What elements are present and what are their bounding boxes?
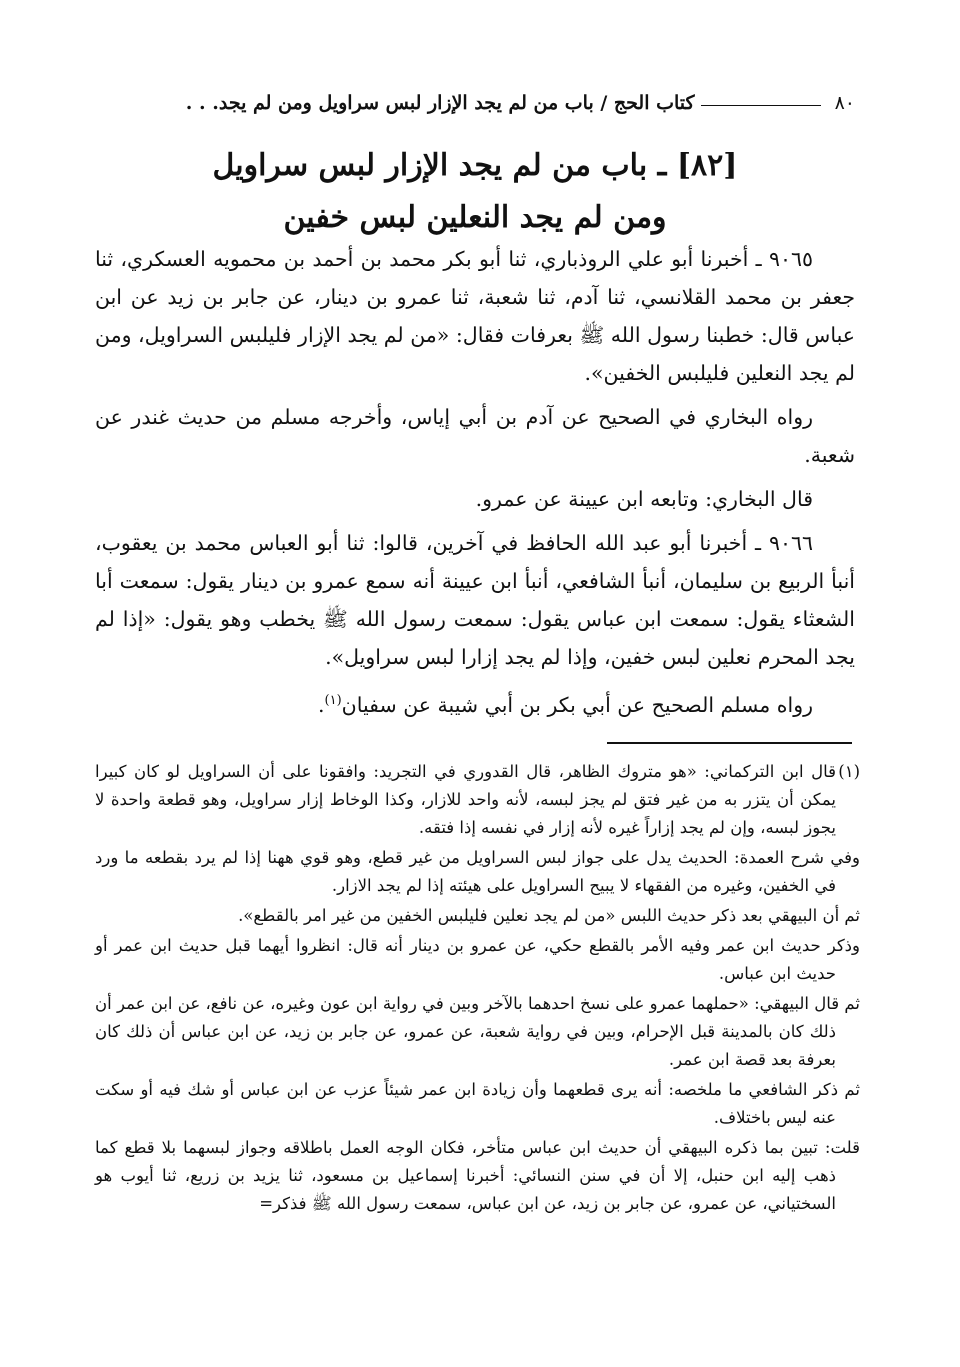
footnote-paragraph: وفي شرح العمدة: الحديث يدل على جواز لبس السراويل من غير قطع، وهو قوي ههنا إذا لم يرد بقطعه ما ورد في الخفين، وغيره من الفقهاء لا يبيح السراويل على هيئته إذا لم يجد الازار. xyxy=(95,848,860,895)
chapter-title xyxy=(95,140,855,244)
footnote-1-text: قال ابن التركماني: «هو متروك الظاهر، قال القدوري في التجريد: وافقونا على أن السراويل لو كان كبيرا يمكن أن يتزر به من غير فتق لم يجز لبسه، لأنه واحد للازار، وكذا الوخاط إزار سراويل، وهو قطعة واحدة لا يجوز لبسه، وإن لم يجد إزاراً غيره لأنه إزار في نفسه إذا فتقه. xyxy=(95,762,836,837)
footnote-paragraph: ثم ذكر الشافعي ما ملخصه: أنه يرى قطعهما وأن زيادة ابن عمر شيئاً عزب عن ابن عباس أو شك فيه أو سكت عنه ليس باختلاف. xyxy=(95,1080,860,1127)
footnote-mark: (١) xyxy=(838,762,860,781)
footnote-1 xyxy=(95,758,860,842)
footnote-reference[interactable]: (١) xyxy=(324,693,342,708)
narration-note-2: قال البخاري: وتابعه ابن عيينة عن عمرو. xyxy=(475,487,813,511)
running-head: كتاب الحج / باب من لم يجد الإزار لبس سراويل ومن لم يجد. . . xyxy=(185,92,695,114)
page-number: ٨٠ xyxy=(834,92,855,114)
hadith-9065: ٩٠٦٥ ـ أخبرنا أبو علي الروذباري، ثنا أبو بكر محمد بن أحمد بن محمويه العسكري، ثنا جعفر بن محمد القلانسي، ثنا آدم، ثنا شعبة، ثنا عمرو بن دينار، عن جابر بن زيد عن ابن عباس قال: خطبنا رسول الله ﷺ بعرفات فقال: «من لم يجد الإزار فليلبس السراويل، ومن لم يجد النعلين فليلبس الخفين». xyxy=(95,247,855,385)
footnote-paragraph: ثم قال البيهقي: «حملهما عمرو على نسخ احدهما بالآخر وبين في رواية ابن عون وغيره، عن نافع، عن ابن عمر أن ذلك كان بالمدينة قبل الإحرام، وبين في رواية شعبة، عن عمرو، عن جابر بن زيد، عن ابن عباس أن ذلك كان بعرفة بعد قصة ابن عمر. xyxy=(95,994,860,1069)
narration-note-3-text: رواه مسلم الصحيح عن أبي بكر بن أبي شيبة عن سفيان xyxy=(341,692,813,717)
page-header xyxy=(95,78,855,114)
footnote-paragraph: ثم أن البيهقي بعد ذكر حديث اللبس «من لم يجد نعلين فليلبس الخفين من غير امر بالقطع». xyxy=(238,906,860,925)
chapter-title-line-1: [٨٢] ـ باب من لم يجد الإزار لبس سراويل xyxy=(212,148,738,183)
footnote-paragraph: قلت: تبين بما ذكره البيهقي أن حديث ابن عباس متأخر، فكان الوجه العمل باطلاقه وجواز لبسهما بلا قطع كما ذهب إليه ابن حنبل، إلا أن في سنن النسائي: أخبرنا إسماعيل بن مسعود، ثنا يزيد بن زريع، ثنا أيوب هو السختياني، عن عمرو، عن جابر بن زيد، عن ابن عباس، سمعت رسول الله ﷺ فذكر= xyxy=(95,1138,860,1213)
narration-note-3 xyxy=(95,682,855,724)
header-rule xyxy=(701,105,821,106)
chapter-title-line-2: ومن لم يجد النعلين لبس خفين xyxy=(283,200,667,235)
narration-note-1: رواه البخاري في الصحيح عن آدم بن أبي إياس، وأخرجه مسلم من حديث غندر عن شعبة. xyxy=(95,405,855,467)
narration-note-3-end: . xyxy=(317,692,325,717)
footnote-separator xyxy=(607,742,852,744)
footnotes xyxy=(95,758,860,1220)
footnote-paragraph: وذكر حديث ابن عمر وفيه الأمر بالقطع حكي، عن عمرو بن دينار أنه قال: انظروا أيهما قبل حديث ابن عمر أو حديث ابن عباس. xyxy=(95,936,860,983)
hadith-9066: ٩٠٦٦ ـ أخبرنا أبو عبد الله الحافظ في آخرين، قالوا: ثنا أبو العباس محمد بن يعقوب، أنبأ الربيع بن سليمان، أنبأ الشافعي، أنبأ ابن عيينة أنه سمع عمرو بن دينار يقول: سمعت أبا الشعثاء يقول: سمعت ابن عباس يقول: سمعت رسول الله ﷺ يخطب وهو يقول: «إذا لم يجد المحرم نعلين لبس خفين، وإذا لم يجد إزارا لبس سراويل». xyxy=(95,531,855,669)
main-text xyxy=(95,240,855,730)
